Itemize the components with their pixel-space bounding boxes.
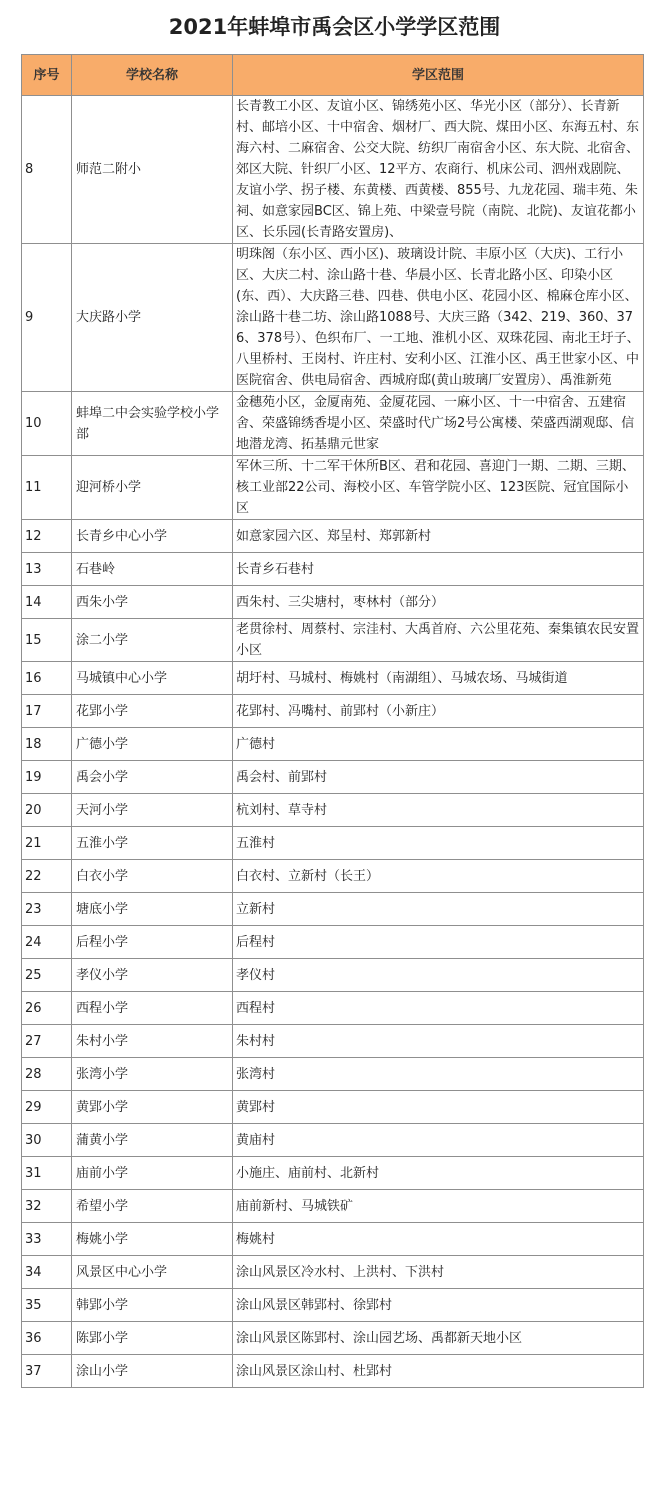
row-number: 16 bbox=[22, 662, 72, 695]
page-title: 2021年蚌埠市禹会区小学学区范围 bbox=[168, 15, 501, 39]
table-row bbox=[22, 1091, 644, 1124]
table-row bbox=[22, 959, 644, 992]
row-school-name: 梅姚小学 bbox=[72, 1223, 233, 1256]
row-number: 22 bbox=[22, 860, 72, 893]
row-district-range: 五淮村 bbox=[233, 827, 644, 860]
row-school-name: 希望小学 bbox=[72, 1190, 233, 1223]
school-district-table bbox=[21, 54, 644, 1388]
row-school-name: 石巷岭 bbox=[72, 553, 233, 586]
row-district-range: 孝仪村 bbox=[233, 959, 644, 992]
row-number: 19 bbox=[22, 761, 72, 794]
table-row bbox=[22, 794, 644, 827]
table-row bbox=[22, 695, 644, 728]
header-number: 序号 bbox=[22, 55, 72, 96]
row-district-range: 立新村 bbox=[233, 893, 644, 926]
row-number: 14 bbox=[22, 586, 72, 619]
row-district-range: 黄郢村 bbox=[233, 1091, 644, 1124]
row-district-range: 涂山风景区冷水村、上洪村、下洪村 bbox=[233, 1256, 644, 1289]
row-number: 25 bbox=[22, 959, 72, 992]
table-row bbox=[22, 456, 644, 520]
row-number: 12 bbox=[22, 520, 72, 553]
row-school-name: 花郢小学 bbox=[72, 695, 233, 728]
row-district-range: 西朱村、三尖塘村，枣林村（部分） bbox=[233, 586, 644, 619]
row-district-range: 明珠阁（东小区、西小区)、玻璃设计院、丰原小区（大庆)、工行小区、大庆二村、涂山路十巷、华晨小区、长青北路小区、印染小区(东、西）、大庆路三巷、四巷、供电小区、花园小区、棉麻仓库小区、涂山路十巷二坊、涂山路1088号、大庆三路（342、219、360、376、378号）、色织布厂、一工地、淮机小区、双珠花园、南北王圩子、八里桥村、王岗村、许庄村、安利小区、江淮小区、禹王世家小区、中医院宿舍、供电局宿舍、西城府邸(黄山玻璃厂安置房）、禹淮新苑 bbox=[233, 244, 644, 392]
row-number: 27 bbox=[22, 1025, 72, 1058]
table-row bbox=[22, 893, 644, 926]
row-district-range: 梅姚村 bbox=[233, 1223, 644, 1256]
table-row bbox=[22, 761, 644, 794]
table-row bbox=[22, 1223, 644, 1256]
row-district-range: 老贯徐村、周蔡村、宗洼村、大禹首府、六公里花苑、秦集镇农民安置小区 bbox=[233, 619, 644, 662]
row-district-range: 黄庙村 bbox=[233, 1124, 644, 1157]
row-school-name: 蒲黄小学 bbox=[72, 1124, 233, 1157]
row-number: 36 bbox=[22, 1322, 72, 1355]
row-number: 9 bbox=[22, 244, 72, 392]
row-district-range: 长青教工小区、友谊小区、锦绣苑小区、华光小区（部分）、长青新村、邮培小区、十中宿舍、烟材厂、西大院、煤田小区、东海五村、东海六村、二麻宿舍、公交大院、纺织厂南宿舍小区、东大院、北宿舍、郊区大院、针织厂小区、12平方、农商行、机床公司、泗州戏剧院、友谊小学、拐子楼、东黄楼、西黄楼、855号、九龙花园、瑞丰苑、朱祠、如意家园BC区、锦上苑、中梁壹号院（南院、北院)、友谊花都小区、长乐园(长青路安置房)、 bbox=[233, 96, 644, 244]
table-row bbox=[22, 827, 644, 860]
row-school-name: 涂二小学 bbox=[72, 619, 233, 662]
row-number: 30 bbox=[22, 1124, 72, 1157]
table-row bbox=[22, 728, 644, 761]
header-school-name: 学校名称 bbox=[72, 55, 233, 96]
row-number: 11 bbox=[22, 456, 72, 520]
row-number: 13 bbox=[22, 553, 72, 586]
row-number: 15 bbox=[22, 619, 72, 662]
table-row bbox=[22, 1322, 644, 1355]
row-school-name: 马城镇中心小学 bbox=[72, 662, 233, 695]
row-number: 8 bbox=[22, 96, 72, 244]
row-district-range: 胡圩村、马城村、梅姚村（南湖组）、马城农场、马城街道 bbox=[233, 662, 644, 695]
table-row bbox=[22, 1190, 644, 1223]
row-number: 17 bbox=[22, 695, 72, 728]
row-school-name: 天河小学 bbox=[72, 794, 233, 827]
table-row bbox=[22, 244, 644, 392]
table-header-row bbox=[22, 55, 644, 96]
table-row bbox=[22, 1157, 644, 1190]
row-number: 33 bbox=[22, 1223, 72, 1256]
table-row bbox=[22, 860, 644, 893]
table-row bbox=[22, 662, 644, 695]
row-school-name: 广德小学 bbox=[72, 728, 233, 761]
row-school-name: 西程小学 bbox=[72, 992, 233, 1025]
row-number: 31 bbox=[22, 1157, 72, 1190]
table-row bbox=[22, 1025, 644, 1058]
row-number: 10 bbox=[22, 392, 72, 456]
row-school-name: 张湾小学 bbox=[72, 1058, 233, 1091]
row-number: 24 bbox=[22, 926, 72, 959]
row-school-name: 五淮小学 bbox=[72, 827, 233, 860]
row-district-range: 涂山风景区涂山村、杜郢村 bbox=[233, 1355, 644, 1388]
row-number: 20 bbox=[22, 794, 72, 827]
row-number: 18 bbox=[22, 728, 72, 761]
row-district-range: 后程村 bbox=[233, 926, 644, 959]
row-school-name: 后程小学 bbox=[72, 926, 233, 959]
table-row bbox=[22, 553, 644, 586]
row-number: 21 bbox=[22, 827, 72, 860]
row-district-range: 涂山风景区陈郢村、涂山园艺场、禹都新天地小区 bbox=[233, 1322, 644, 1355]
row-district-range: 小施庄、庙前村、北新村 bbox=[233, 1157, 644, 1190]
row-district-range: 朱村村 bbox=[233, 1025, 644, 1058]
row-district-range: 军休三所、十二军干休所B区、君和花园、喜迎门一期、二期、三期、核工业部22公司、海校小区、车管学院小区、123医院、冠宜国际小区 bbox=[233, 456, 644, 520]
row-district-range: 白衣村、立新村（长王） bbox=[233, 860, 644, 893]
row-school-name: 蚌埠二中会实验学校小学部 bbox=[72, 392, 233, 456]
table-row bbox=[22, 520, 644, 553]
table-row bbox=[22, 1355, 644, 1388]
table-row bbox=[22, 926, 644, 959]
table-row bbox=[22, 1256, 644, 1289]
header-district-range: 学区范围 bbox=[233, 55, 644, 96]
row-school-name: 白衣小学 bbox=[72, 860, 233, 893]
row-school-name: 迎河桥小学 bbox=[72, 456, 233, 520]
row-school-name: 风景区中心小学 bbox=[72, 1256, 233, 1289]
row-number: 28 bbox=[22, 1058, 72, 1091]
row-district-range: 金穗苑小区，金厦南苑、金厦花园、一麻小区、十一中宿舍、五建宿舍、荣盛锦绣香堤小区、荣盛时代广场2号公寓楼、荣盛西湖观邸、信地潜龙湾、拓基鼎元世家 bbox=[233, 392, 644, 456]
row-school-name: 涂山小学 bbox=[72, 1355, 233, 1388]
row-school-name: 陈郢小学 bbox=[72, 1322, 233, 1355]
row-school-name: 长青乡中心小学 bbox=[72, 520, 233, 553]
row-number: 23 bbox=[22, 893, 72, 926]
row-number: 26 bbox=[22, 992, 72, 1025]
row-district-range: 张湾村 bbox=[233, 1058, 644, 1091]
row-district-range: 杭刘村、草寺村 bbox=[233, 794, 644, 827]
row-school-name: 韩郢小学 bbox=[72, 1289, 233, 1322]
row-number: 29 bbox=[22, 1091, 72, 1124]
row-school-name: 师范二附小 bbox=[72, 96, 233, 244]
table-row bbox=[22, 619, 644, 662]
row-number: 37 bbox=[22, 1355, 72, 1388]
table-row bbox=[22, 1058, 644, 1091]
table-row bbox=[22, 1289, 644, 1322]
table-row bbox=[22, 392, 644, 456]
row-number: 35 bbox=[22, 1289, 72, 1322]
row-school-name: 朱村小学 bbox=[72, 1025, 233, 1058]
row-district-range: 庙前新村、马城铁矿 bbox=[233, 1190, 644, 1223]
row-number: 32 bbox=[22, 1190, 72, 1223]
row-school-name: 孝仪小学 bbox=[72, 959, 233, 992]
row-number: 34 bbox=[22, 1256, 72, 1289]
row-school-name: 禹会小学 bbox=[72, 761, 233, 794]
table-row bbox=[22, 96, 644, 244]
table-row bbox=[22, 586, 644, 619]
row-district-range: 禹会村、前郢村 bbox=[233, 761, 644, 794]
row-district-range: 西程村 bbox=[233, 992, 644, 1025]
row-district-range: 长青乡石巷村 bbox=[233, 553, 644, 586]
row-district-range: 涂山风景区韩郢村、徐郢村 bbox=[233, 1289, 644, 1322]
row-school-name: 庙前小学 bbox=[72, 1157, 233, 1190]
row-school-name: 大庆路小学 bbox=[72, 244, 233, 392]
row-district-range: 花郢村、冯嘴村、前郢村（小新庄） bbox=[233, 695, 644, 728]
row-school-name: 塘底小学 bbox=[72, 893, 233, 926]
row-district-range: 如意家园六区、郑呈村、郑郭新村 bbox=[233, 520, 644, 553]
table-row bbox=[22, 992, 644, 1025]
row-school-name: 黄郢小学 bbox=[72, 1091, 233, 1124]
row-district-range: 广德村 bbox=[233, 728, 644, 761]
row-school-name: 西朱小学 bbox=[72, 586, 233, 619]
table-row bbox=[22, 1124, 644, 1157]
